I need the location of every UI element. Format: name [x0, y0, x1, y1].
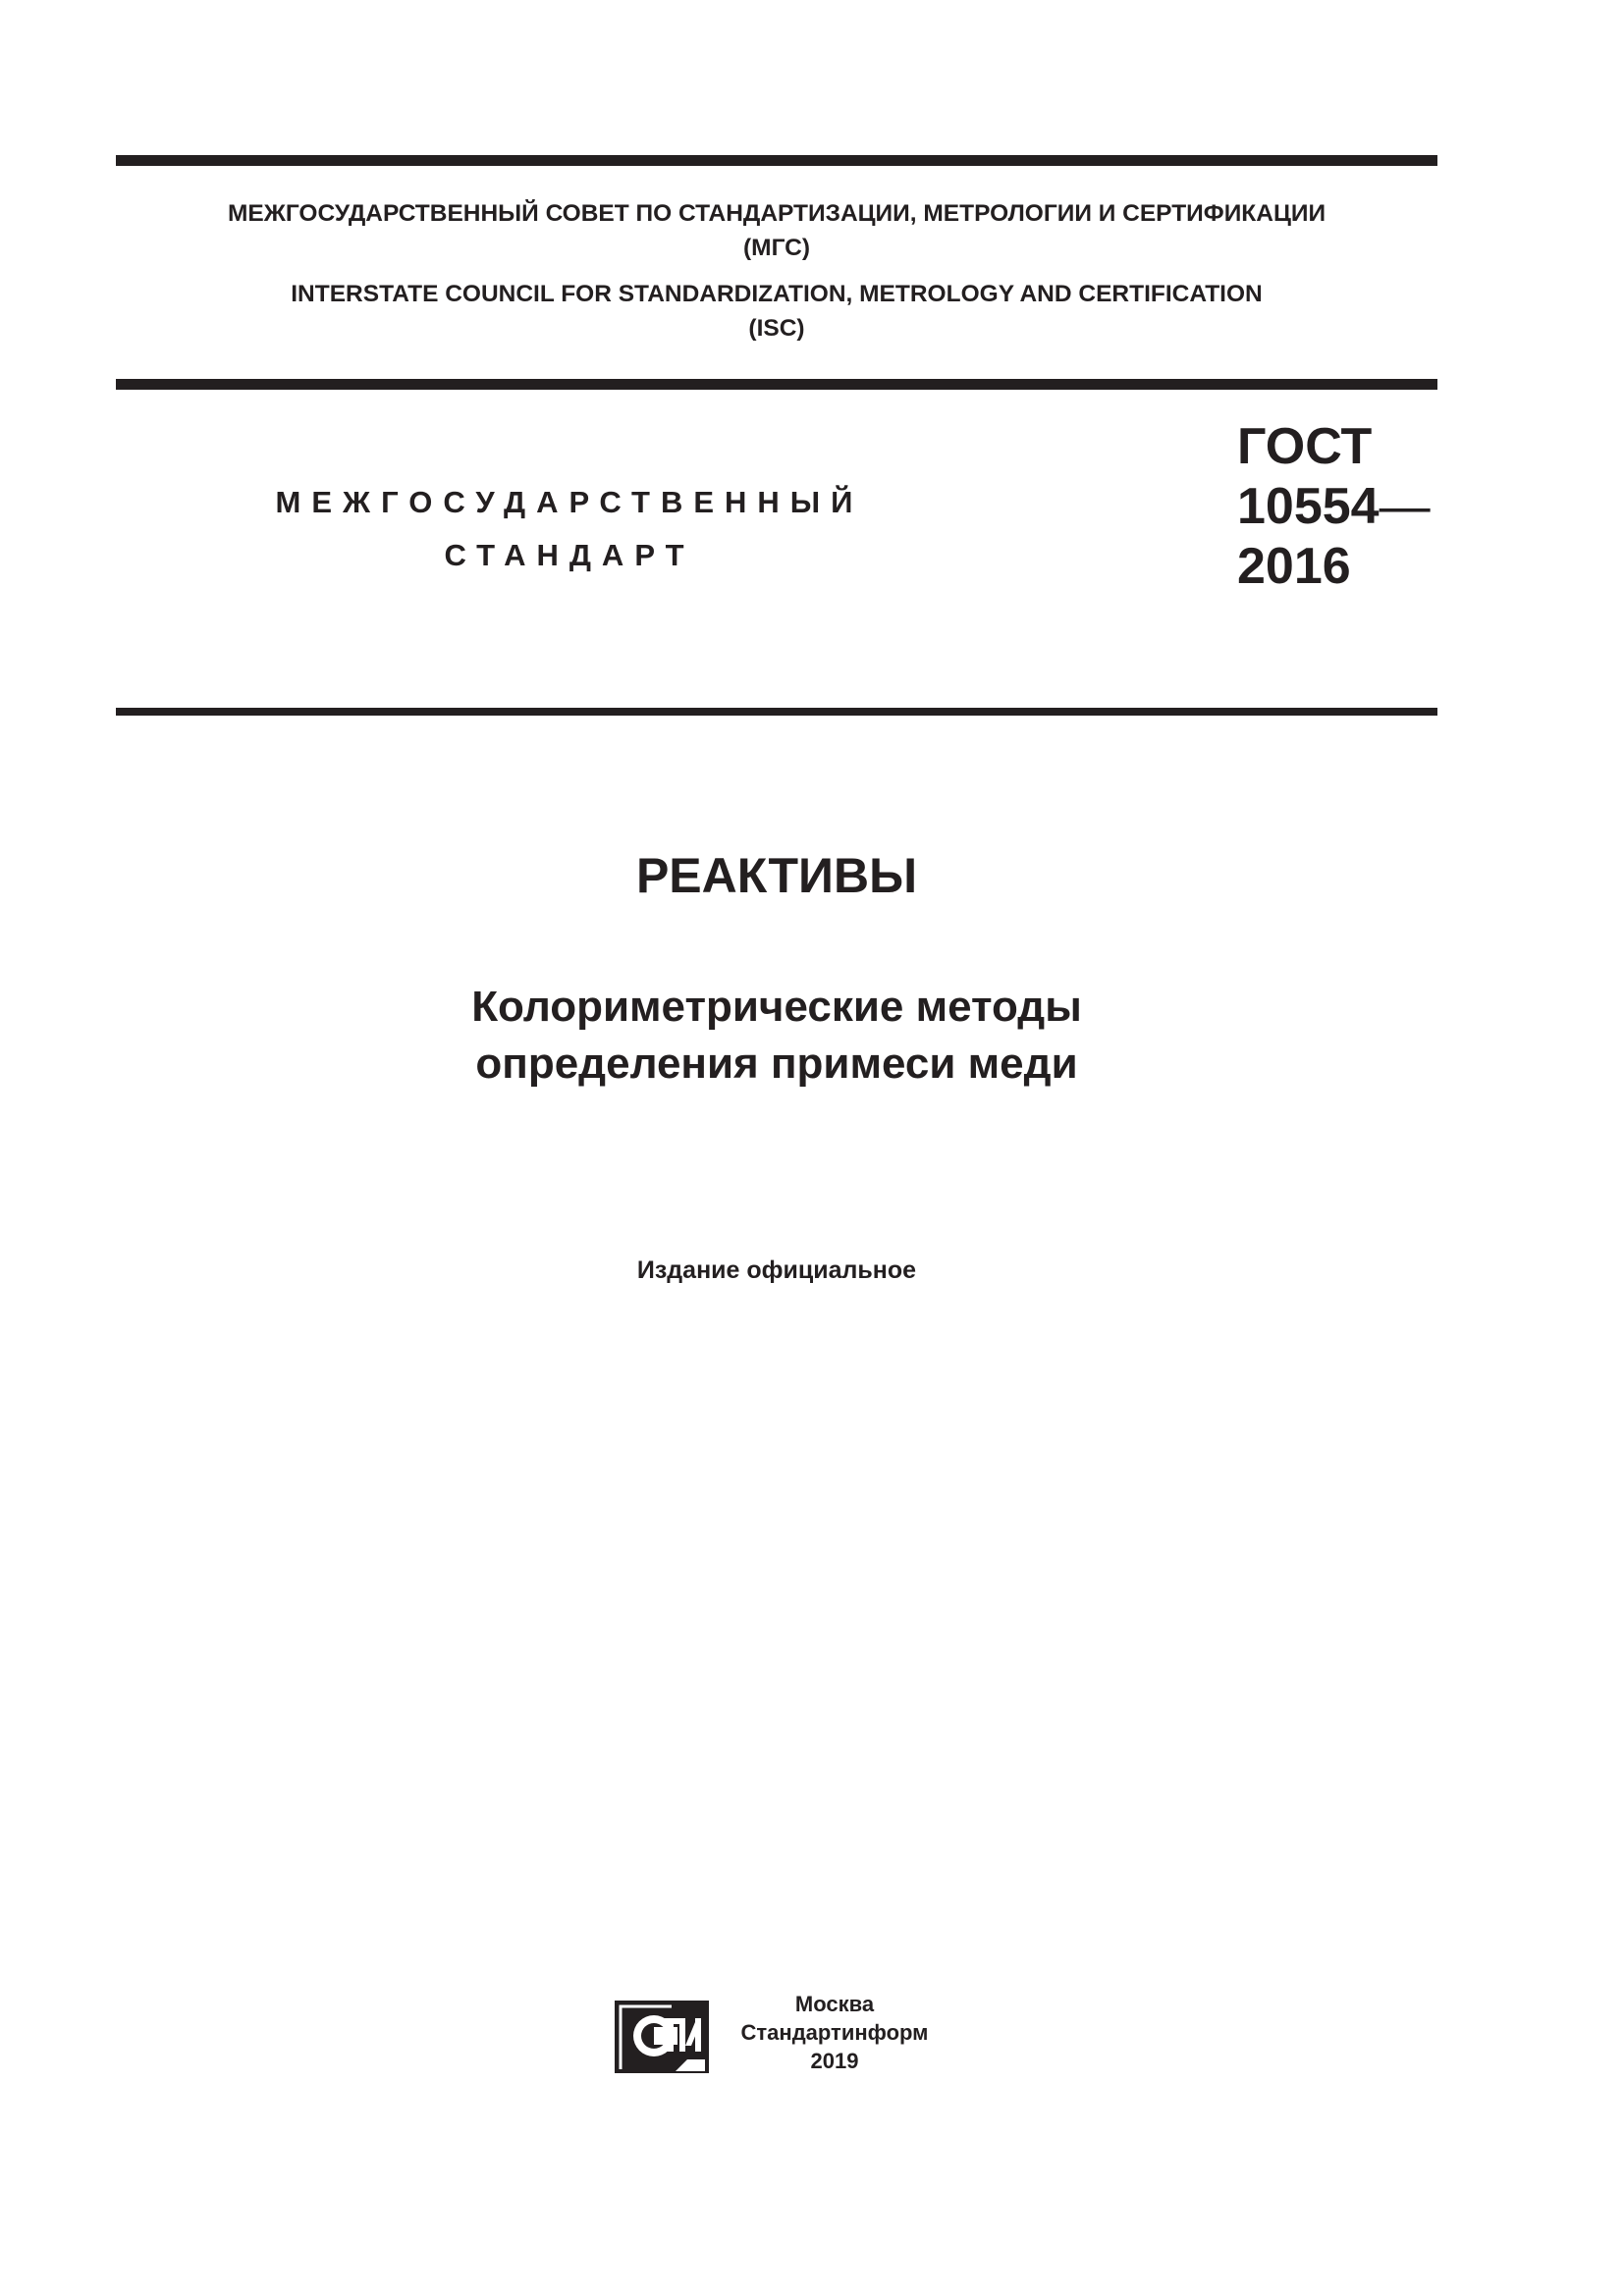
standard-type	[236, 476, 903, 582]
standard-year: 2016	[1237, 538, 1351, 595]
document-title: РЕАКТИВЫ	[635, 848, 918, 903]
designation-divider	[116, 708, 1437, 716]
council-name-en	[116, 277, 1437, 346]
council-abbrev-en: (ISC)	[748, 315, 805, 342]
standard-number-line	[1237, 477, 1431, 537]
council-abbrev-ru: (МГС)	[743, 235, 810, 261]
council-name-ru	[116, 196, 1437, 265]
document-subtitle-line2: определения примеси меди	[475, 1040, 1078, 1088]
standard-label: ГОСТ	[1237, 418, 1373, 475]
publication-year: 2019	[810, 2049, 859, 2073]
council-name-ru-line1: МЕЖГОСУДАРСТВЕННЫЙ СОВЕТ ПО СТАНДАРТИЗАЦИИ, МЕТРОЛОГИИ И СЕРТИФИКАЦИИ	[227, 200, 1326, 227]
standard-dash: —	[1379, 478, 1431, 535]
publisher-block	[722, 1990, 947, 2075]
publisher-name: Стандартинформ	[740, 2020, 929, 2045]
document-subtitle-line1: Колориметрические методы	[471, 983, 1082, 1031]
top-divider	[116, 155, 1437, 166]
standard-designation	[1237, 417, 1431, 597]
council-name-en-line1: INTERSTATE COUNCIL FOR STANDARDIZATION, METROLOGY AND CERTIFICATION	[291, 281, 1263, 307]
header-divider	[116, 379, 1437, 390]
document-subtitle	[116, 979, 1437, 1093]
standard-number: 10554	[1237, 478, 1380, 535]
edition-label: Издание официальное	[636, 1256, 917, 1284]
standartinform-logo-icon	[615, 1995, 709, 2073]
standard-type-line2: СТАНДАРТ	[444, 538, 695, 572]
standard-type-line1: МЕЖГОСУДАРСТВЕННЫЙ	[275, 485, 864, 519]
publisher-city: Москва	[794, 1992, 875, 2016]
